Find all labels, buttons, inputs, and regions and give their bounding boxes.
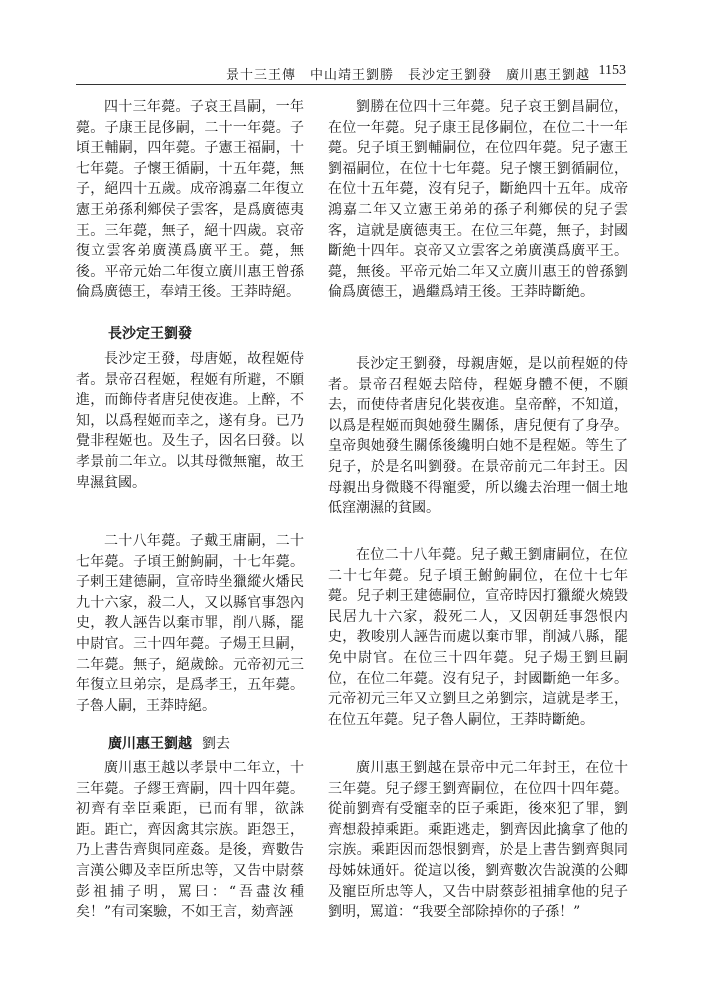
section-heading-guangchuan [108, 733, 230, 753]
section-heading-changsha [108, 323, 192, 343]
section-heading-changsha-text: 長沙定王劉發 [108, 326, 192, 342]
section-heading-guangchuan-text: 廣川惠王劉越 [108, 736, 192, 752]
section-heading-guangchuan-sub: 劉去 [202, 736, 230, 752]
running-title: 景十三王傳 中山靖王劉勝 長沙定王劉發 廣川惠王劉越 [226, 68, 591, 83]
translation-paragraph-3: 在位二十八年薨。兒子戴王劉庸嗣位，在位二十七年薨。兒子頃王鮒鮈嗣位，在位十七年薨。兒子剌王建德嗣位，宣帝時因打獵縱火燒毀民居九十六家，殺死二人，又因朝廷事怨恨内史，教唆別人誣告而處以棄市罪，削減八縣，罷免中尉官。在位三十四年薨。兒子煬王劉旦嗣位，在位二年薨。沒有兒子，封國斷絶一年多。元帝初元三年又立劉旦之弟劉宗，這就是孝王，在位五年薨。兒子魯人嗣位，王莽時斷絶。 [328, 547, 628, 728]
translation-paragraph-4: 廣川惠王劉越在景帝中元二年封王，在位十三年薨。兒子繆王劉齊嗣位，在位四十四年薨。從前劉齊有受寵幸的臣子乘距，後來犯了罪，劉齊想殺掉乘距。乘距逃走，劉齊因此擒拿了他的宗族。乘距因而怨恨劉齊，於是上書告劉齊與同母姊妹通奸。從這以後，劉齊數次告說漢的公卿及寵臣所忠等人，又告中尉蔡彭祖捕拿他的兒子劉明，罵道：“我要全部除掉你的子孫！” [328, 760, 628, 921]
page-number: 1153 [598, 63, 626, 78]
classical-paragraph-2: 長沙定王發，母唐姬，故程姬侍者。景帝召程姬，程姬有所避，不願進，而飾侍者唐兒使夜進。上醉，不知，以爲程姬而幸之，遂有身。已乃覺非程姬也。及生子，因名曰發。以孝景前二年立。以其母微無寵，故王卑濕貧國。 [76, 351, 304, 491]
classical-paragraph-4: 廣川惠王越以孝景中二年立，十三年薨。子繆王齊嗣，四十四年薨。初齊有幸臣乘距，已而有罪，欲誅距。距亡，齊因禽其宗族。距怨王，乃上書告齊與同産姦。是後，齊數告言漢公卿及幸臣所忠等，又告中尉蔡彭祖捕子明，罵曰：“吾盡汝種矣！”有司案驗，不如王言，劾齊誣 [76, 760, 304, 921]
classical-paragraph-3: 二十八年薨。子戴王庸嗣，二十七年薨。子頃王鮒鮈嗣，十七年薨。子剌王建德嗣，宣帝時坐獵縱火燔民九十六家，殺二人，又以縣官事怨內史，教人誣告以棄市罪，削八縣，罷中尉官。三十四年薨。子煬王旦嗣，二年薨。無子，絕歲餘。元帝初元三年復立旦弟宗，是爲孝王，五年薨。子魯人嗣，王莽時絕。 [76, 533, 304, 714]
translation-paragraph-1: 劉勝在位四十三年薨。兒子哀王劉昌嗣位，在位一年薨。兒子康王昆侈嗣位，在位二十一年薨。兒子頃王劉輔嗣位，在位四年薨。兒子憲王劉福嗣位，在位十七年薨。兒子懷王劉循嗣位，在位十五年薨，沒有兒子，斷絶四十五年。成帝鴻嘉二年又立憲王弟弟的孫子利鄉侯的兒子雲客，這就是廣德夷王。在位三年薨，無子，封國斷絶十四年。哀帝又立雲客之弟廣漢爲廣平王。薨，無後。平帝元始二年又立廣川惠王的曾孫劉倫爲廣德王，過繼爲靖王後。王莽時斷絶。 [328, 99, 628, 301]
classical-paragraph-1: 四十三年薨。子哀王昌嗣，一年薨。子康王昆侈嗣，二十一年薨。子頃王輔嗣，四年薨。子憲王福嗣，十七年薨。子懷王循嗣，十五年薨，無子，絕四十五歲。成帝鴻嘉二年復立憲王弟孫利鄉侯子雲客，是爲廣德夷王。三年薨，無子，絕十四歲。哀帝復立雲客弟廣漢爲廣平王。薨，無後。平帝元始二年復立廣川惠王曾孫倫爲廣德王，奉靖王後。王莽時絕。 [76, 99, 304, 301]
running-header [76, 62, 626, 85]
translation-paragraph-2: 長沙定王劉發，母親唐姬，是以前程姬的侍者。景帝召程姬去陪侍，程姬身體不便，不願去，而使侍者唐兒化裝夜進。皇帝醉，不知道，以爲是程姬而與她發生關係，唐兒便有了身孕。皇帝與她發生關係後纔明白她不是程姬。等生了兒子，於是名叫劉發。在景帝前元二年封王。因母親出身微賤不得寵愛，所以纔去治理一個土地低窪潮濕的貧國。 [328, 356, 628, 517]
